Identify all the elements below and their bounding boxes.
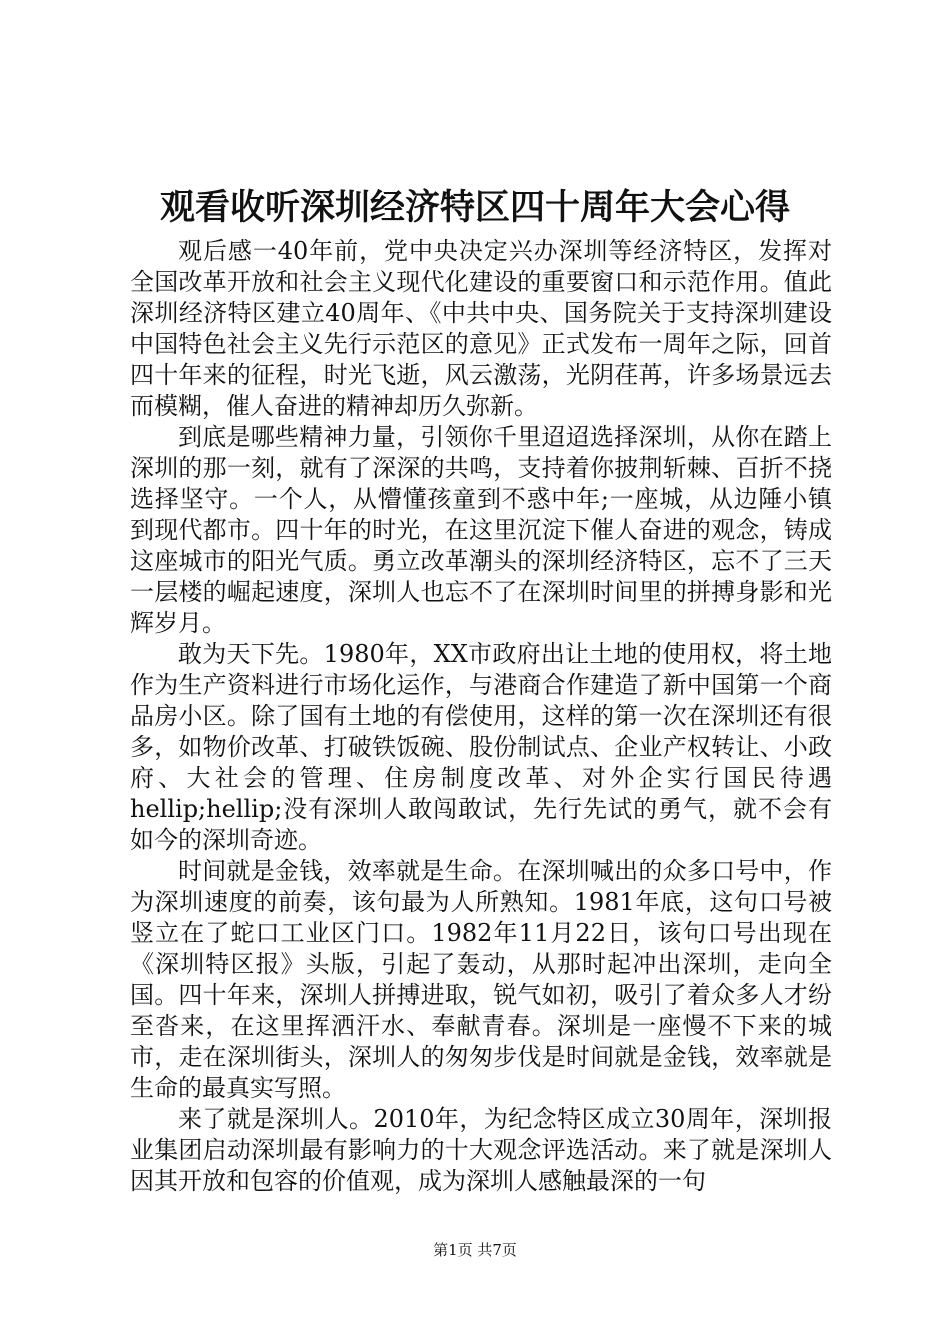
paragraph: 敢为天下先。1980年，XX市政府出让土地的使用权，将土地作为生产资料进行市场化运作，与港商合作建造了新中国第一个商品房小区。除了国有土地的有偿使用，这样的第一次在深圳还有很多，如物价改革、打破铁饭碗、股份制试点、企业产权转让、小政府、大社会的管理、住房制度改革、对外企实行国民待遇hellip;hellip;没有深圳人敢闯敢试，先行先试的勇气，就不会有如今的深圳奇迹。 [130,640,832,854]
document-title: 观看收听深圳经济特区四十周年大会心得 [159,187,790,228]
paragraph: 到底是哪些精神力量，引领你千里迢迢选择深圳，从你在踏上深圳的那一刻，就有了深深的共鸣，支持着你披荆斩棘、百折不挠选择坚守。一个人，从懵懂孩童到不惑中年;一座城，从边陲小镇到现代都市。四十年的时光，在这里沉淀下催人奋进的观念，铸成这座城市的阳光气质。勇立改革潮头的深圳经济特区，忘不了三天一层楼的崛起速度，深圳人也忘不了在深圳时间里的拼搏身影和光辉岁月。 [130,423,832,637]
paragraph: 观后感一40年前，党中央决定兴办深圳等经济特区，发挥对全国改革开放和社会主义现代化建设的重要窗口和示范作用。值此深圳经济特区建立40周年、《中共中央、国务院关于支持深圳建设中国特色社会主义先行示范区的意见》正式发布一周年之际，回首四十年来的征程，时光飞逝，风云激荡，光阴荏苒，许多场景远去而模糊，催人奋进的精神却历久弥新。 [130,237,832,420]
page-footer: 第1页 共7页 [433,1241,517,1259]
paragraph: 来了就是深圳人。2010年，为纪念特区成立30周年，深圳报业集团启动深圳最有影响力的十大观念评选活动。来了就是深圳人因其开放和包容的价值观，成为深圳人感触最深的一句 [130,1105,832,1195]
paragraph: 时间就是金钱，效率就是生命。在深圳喊出的众多口号中，作为深圳速度的前奏，该句最为人所熟知。1981年底，这句口号被竖立在了蛇口工业区门口。1982年11月22日，该句口号出现在《深圳特区报》头版，引起了轰动，从那时起冲出深圳，走向全国。四十年来，深圳人拼搏进取，锐气如初，吸引了着众多人才纷至沓来，在这里挥洒汗水、奉献青春。深圳是一座慢不下来的城市，走在深圳街头，深圳人的匆匆步伐是时间就是金钱，效率就是生命的最真实写照。 [130,857,832,1102]
document-body [130,236,832,1197]
